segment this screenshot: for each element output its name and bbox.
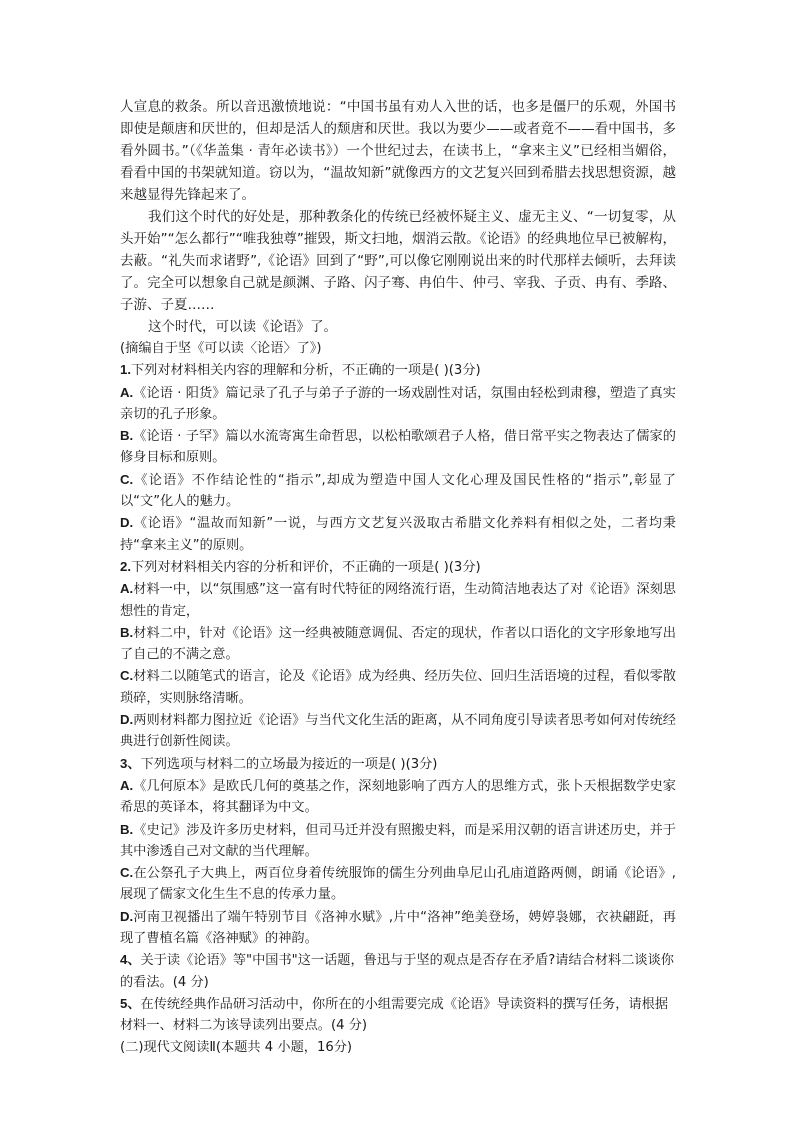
option-a [120, 578, 676, 622]
option-label: A. [120, 581, 134, 597]
document-page [120, 96, 676, 1058]
option-label: A. [120, 384, 134, 400]
option-text: 材料二中，针对《论语》这一经典被随意调侃、否定的现状，作者以口语化的文字形象地写出了自己的不满之意。 [120, 625, 676, 663]
option-d [120, 512, 676, 556]
option-text: 在公祭孔子大典上，两百位身着传统服饰的儒生分列曲阜尼山孔庙道路两侧，朗诵《论语》,展现了儒家文化生生不息的传承力量。 [120, 866, 676, 903]
option-text: 两则材料都力图拉近《论语》与当代文化生活的距离，从不同角度引导读者思考如何对传统经典进行创新性阅读。 [120, 713, 676, 750]
option-label: D. [120, 712, 134, 728]
option-label: C. [120, 865, 134, 881]
option-text: 《几何原本》是欧氏几何的奠基之作，深刻地影响了西方人的思维方式，张卜天根据数学史家希思的英译本，将其翻译为中文。 [120, 778, 676, 816]
option-text: 《论语 · 阳货》篇记录了孔子与弟子子游的一场戏剧性对话，氛围由轻松到肃穆，塑造了真实亲切的孔子形象。 [120, 385, 676, 422]
question-number: 5、 [120, 995, 141, 1011]
option-label: D. [120, 908, 134, 924]
question-1 [120, 359, 676, 556]
question-3 [120, 753, 676, 950]
option-label: A. [120, 777, 134, 793]
option-a [120, 775, 676, 819]
passage-source: (摘编自于坚《可以读〈论语〉了》) [120, 341, 322, 356]
option-d [120, 709, 676, 753]
option-text: 材料一中，以“氛围感”这一富有时代特征的网络流行语，生动简洁地表达了对《论语》深刻思想性的肯定， [120, 582, 676, 619]
option-a [120, 382, 676, 426]
option-label: D. [120, 515, 134, 531]
question-4 [120, 949, 676, 993]
option-b [120, 425, 676, 469]
question-number: 3、 [120, 755, 141, 771]
option-label: C. [120, 471, 134, 487]
passage-paragraph-1: 人宣息的救条。所以音迅激愤地说：“中国书虽有劝人入世的话，也多是僵尸的乐观，外国书即使是颠唐和厌世的，但却是活人的颓唐和厌世。我以为要少——或者竟不——看中国书，多看外圆书。”（《华盖集 · 青年必读书》）一个世纪过去，在读书上，“拿来主义”已经相当媚俗，看看中国的书架就知道。窃以为，“温故知新”就像西方的文艺复兴回到希腊去找思想资源，越来越显得先锋起来了。 [120, 99, 676, 203]
question-text: 下列对材料相关内容的分析和评价，不正确的一项是( )(3分) [131, 559, 481, 575]
option-text: 《论语》不作结论性的“指示”,却成为塑造中国人文化心理及国民性格的“指示”,彰显了以“文”化人的魅力。 [120, 472, 676, 510]
passage-paragraph-2: 我们这个时代的好处是，那种教条化的传统已经被怀疑主义、虚无主义、“一切复零，从头开始”“怎么都行”“唯我独尊”摧毁，斯文扫地，烟消云散。《论语》的经典地位早已被解构，去蔽。“礼失而求诸野”,《论语》回到了“野”,可以像它刚刚说出来的时代那样去倾听，去拜读了。完全可以想象自己就是颜渊、子路、闪子骞、冉伯牛、仲弓、宰我、子贡、冉有、季路、子游、子夏…… [120, 209, 676, 313]
question-number: 2. [120, 558, 131, 574]
option-text: 《史记》涉及许多历史材料，但司马迁并没有照搬史料，而是采用汉朝的语言讲述历史，并于其中渗透自己对文献的当代理解。 [120, 822, 676, 859]
question-text: 下列对材料相关内容的理解和分析，不正确的一项是( )(3分) [131, 363, 481, 379]
option-label: C. [120, 668, 134, 684]
option-label: B. [120, 821, 134, 837]
question-5 [120, 993, 676, 1037]
option-text: 材料二以随笔式的语言，论及《论语》成为经典、经历失位、回归生活语境的过程，看似零散琐碎，实则脉络清晰。 [120, 669, 676, 706]
section-heading: (二)现代文阅读Ⅱ(本题共 4 小题，16分) [120, 1039, 353, 1055]
question-stem [120, 753, 676, 775]
question-number: 4、 [120, 952, 141, 968]
option-text: 《论语》“温故而知新”一说，与西方文艺复兴汲取古希腊文化养料有相似之处，二者均秉持“拿来主义”的原则。 [120, 516, 676, 553]
question-text: 下列选项与材料二的立场最为接近的一项是( )(3分) [140, 756, 438, 772]
option-c [120, 665, 676, 709]
option-b [120, 819, 676, 863]
option-c [120, 469, 676, 513]
option-d [120, 906, 676, 950]
option-label: B. [120, 624, 134, 640]
passage-paragraph-3: 这个时代，可以读《论语》了。 [148, 319, 337, 335]
option-c [120, 862, 676, 906]
question-stem [120, 993, 676, 1037]
option-text: 《论语 · 子罕》篇以水流寄寓生命哲思，以松柏歌颂君子人格，借日常平实之物表达了儒家的修身目标和原则。 [120, 429, 676, 466]
question-stem [120, 359, 676, 381]
question-2 [120, 556, 676, 753]
question-text: 在传统经典作品研习活动中，你所在的小组需要完成《论语》导读资料的撰写任务，请根据材料一、材料二为该导读列出要点。(4 分) [120, 996, 669, 1034]
option-b [120, 622, 676, 666]
option-text: 河南卫视播出了端午特别节目《洛神水赋》,片中“洛神”绝美登场，娉婷袅娜，衣袂翩跹，再现了曹植名篇《洛神赋》的神韵。 [120, 909, 676, 947]
question-stem [120, 949, 676, 993]
question-number: 1. [120, 362, 131, 378]
question-stem [120, 556, 676, 578]
question-text: 关于读《论语》等"中国书"这一话题，鲁迅与于坚的观点是否存在矛盾?请结合材料二谈谈你的看法。(4 分) [120, 953, 674, 990]
option-label: B. [120, 428, 134, 444]
